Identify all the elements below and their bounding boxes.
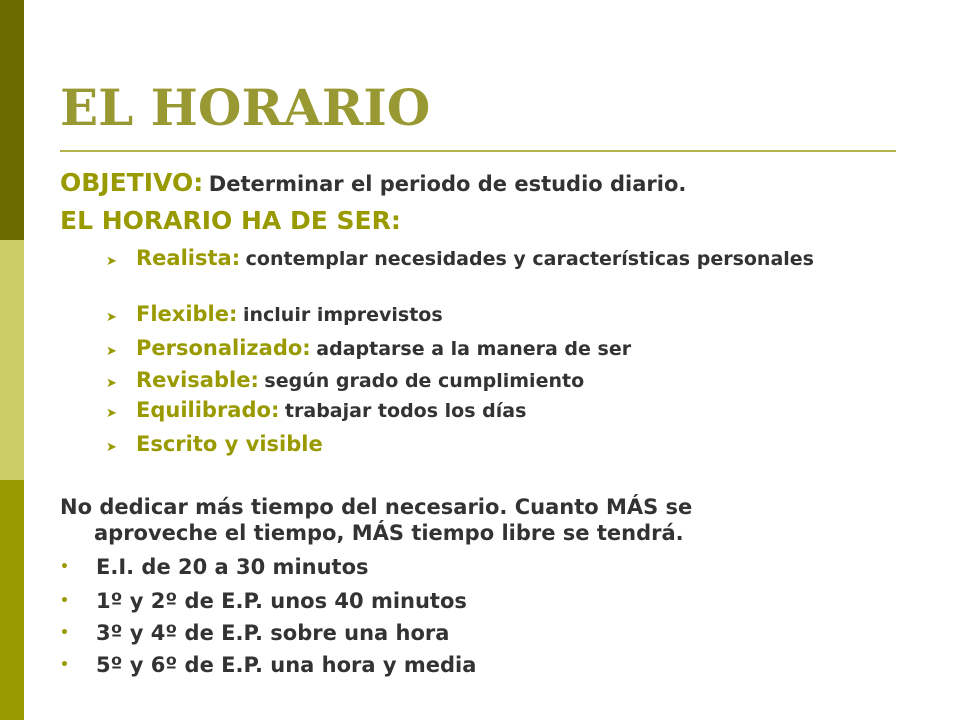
- time-note: [60, 494, 880, 546]
- side-bar-middle: [0, 240, 24, 480]
- quality-text: según grado de cumplimiento: [264, 370, 585, 392]
- arrow-bullet-icon: ➤: [106, 376, 117, 391]
- objective-line: [60, 168, 686, 197]
- quality-text: incluir imprevistos: [242, 304, 443, 326]
- arrow-bullet-icon: ➤: [106, 440, 117, 455]
- time-text: 3º y 4º de E.P. sobre una hora: [96, 621, 450, 645]
- bullet-dot-icon: •: [60, 559, 69, 575]
- quality-text: adaptarse a la manera de ser: [316, 338, 632, 360]
- objective-text: Determinar el periodo de estudio diario.: [208, 172, 687, 196]
- arrow-bullet-icon: ➤: [106, 344, 117, 359]
- title-divider: [60, 150, 896, 152]
- section-heading: EL HORARIO HA DE SER:: [60, 206, 401, 235]
- bullet-dot-icon: •: [60, 657, 69, 673]
- side-bar-top: [0, 0, 24, 240]
- note-line-1: No dedicar más tiempo del necesario. Cuanto MÁS se: [60, 495, 693, 519]
- arrow-bullet-icon: ➤: [106, 310, 117, 325]
- arrow-bullet-icon: ➤: [106, 406, 117, 421]
- objective-label: OBJETIVO:: [60, 168, 204, 197]
- quality-label: Revisable:: [136, 368, 259, 392]
- time-text: 1º y 2º de E.P. unos 40 minutos: [96, 589, 467, 613]
- bullet-dot-icon: •: [60, 625, 69, 641]
- quality-label: Escrito y visible: [136, 432, 323, 456]
- time-text: E.I. de 20 a 30 minutos: [96, 555, 369, 579]
- quality-text: contemplar necesidades y características personales: [245, 248, 814, 270]
- bullet-dot-icon: •: [60, 593, 69, 609]
- quality-label: Equilibrado:: [136, 398, 280, 422]
- side-bar-bottom: [0, 480, 24, 720]
- quality-label: Personalizado:: [136, 336, 311, 360]
- note-line-2: aproveche el tiempo, MÁS tiempo libre se tendrá.: [94, 521, 684, 545]
- time-text: 5º y 6º de E.P. una hora y media: [96, 653, 477, 677]
- quality-label: Realista:: [136, 246, 241, 270]
- slide-title: EL HORARIO: [60, 78, 431, 137]
- quality-label: Flexible:: [136, 302, 238, 326]
- arrow-bullet-icon: ➤: [106, 254, 117, 269]
- quality-text: trabajar todos los días: [284, 400, 527, 422]
